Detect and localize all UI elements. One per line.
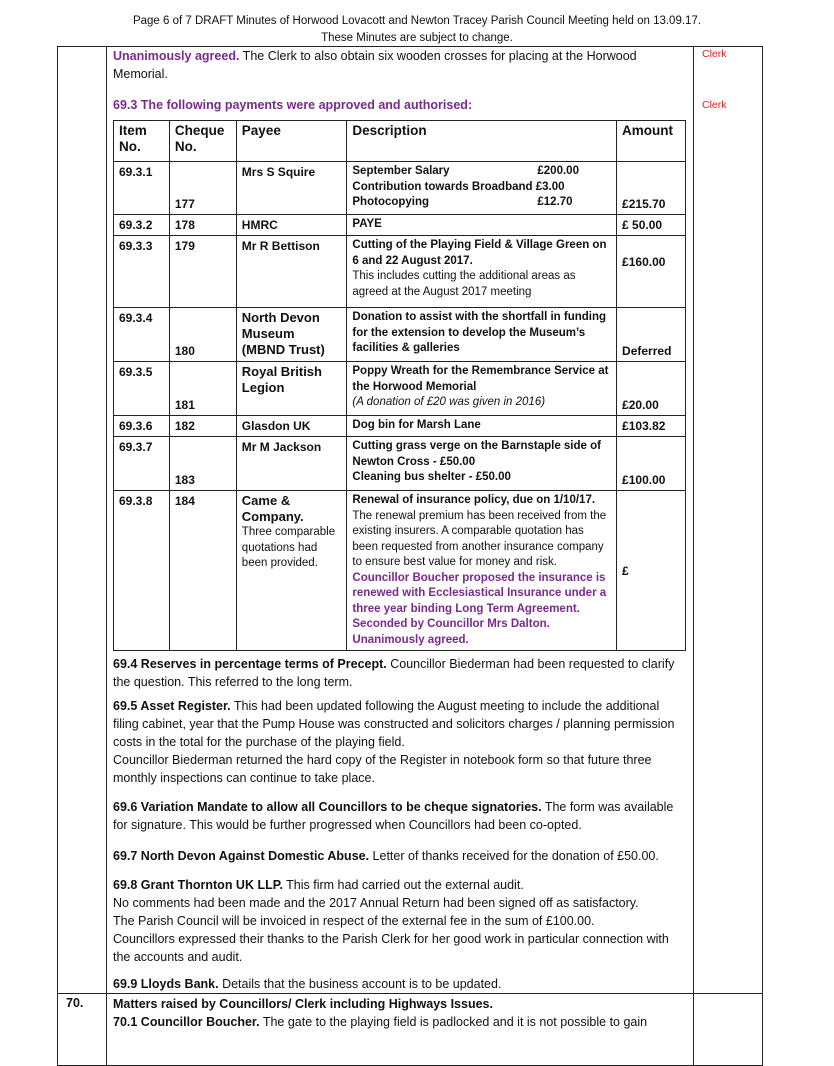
- section-69-5: [113, 697, 685, 787]
- amount: £215.70: [617, 162, 686, 215]
- amount: £20.00: [617, 362, 686, 416]
- table-row: [114, 162, 686, 215]
- section-69-6-text: The form was available for signature. This would be further progressed when Councillors had been co-opted.: [113, 800, 674, 832]
- intro-rest-text: The Clerk to also obtain six wooden crosses for placing at the Horwood Memorial.: [113, 49, 637, 81]
- item-no: 69.3.1: [114, 162, 170, 215]
- intro-paragraph: [113, 47, 685, 83]
- description: [347, 236, 617, 308]
- header-amount: Amount: [617, 121, 686, 162]
- item-no: 69.3.7: [114, 437, 170, 491]
- section-69-8-title: 69.8 Grant Thornton UK LLP.: [113, 878, 283, 892]
- header-cheque-no: Cheque No.: [169, 121, 236, 162]
- description: [347, 437, 617, 491]
- item-70-title: Matters raised by Councillors/ Clerk including Highways Issues.: [113, 997, 493, 1011]
- cheque-no: 179: [169, 236, 236, 308]
- section-69-5-text2: Councillor Biederman returned the hard copy of the Register in notebook form so that future three monthly inspections can continue to take place.: [113, 753, 652, 785]
- cheque-no: 184: [169, 491, 236, 651]
- desc-line: Donation to assist with the shortfall in funding for the extension to develop the Museum’s facilities & galleries: [352, 311, 607, 354]
- desc-line: This includes cutting the additional areas as agreed at the August 2017 meeting: [352, 270, 576, 298]
- cheque-no: 177: [169, 162, 236, 215]
- section-69-4-text: Councillor Biederman had been requested to clarify the question. This referred to the long term.: [113, 657, 675, 689]
- amount: £103.82: [617, 416, 686, 437]
- section-69-8-text: This firm had carried out the external audit.: [282, 878, 524, 892]
- row-divider-item70: [57, 993, 763, 994]
- desc-line: Cleaning bus shelter - £50.00: [352, 471, 511, 483]
- amount: Deferred: [617, 308, 686, 362]
- section-69-9-title: 69.9 Lloyds Bank.: [113, 977, 219, 991]
- payee-name: Came & Company.: [241, 493, 304, 524]
- table-row: [114, 491, 686, 651]
- item-no: 69.3.8: [114, 491, 170, 651]
- table-row: [114, 308, 686, 362]
- item-no: 69.3.2: [114, 215, 170, 236]
- section-69-6: [113, 798, 685, 834]
- amount: £: [617, 491, 686, 651]
- table-row: [114, 215, 686, 236]
- payee: Mrs S Squire: [236, 162, 347, 215]
- page-header-line2: These Minutes are subject to change.: [321, 32, 513, 44]
- payee-note: Three comparable quotations had been provided.: [241, 526, 336, 569]
- section-69-8-line4: Councillors expressed their thanks to the Parish Clerk for her good work in particular connection with the accounts and audit.: [113, 932, 669, 964]
- amount: £160.00: [617, 236, 686, 308]
- column-divider-action: [693, 46, 694, 1066]
- cheque-no: 180: [169, 308, 236, 362]
- desc-line: Contribution towards Broadband £3.00: [352, 180, 565, 193]
- table-row: [114, 362, 686, 416]
- column-divider-number: [106, 46, 107, 1066]
- item-70-1-text: The gate to the playing field is padlocked and it is not possible to gain: [259, 1015, 648, 1029]
- payee: [236, 491, 347, 651]
- payee: Mr R Bettison: [236, 236, 347, 308]
- amount: £ 50.00: [617, 215, 686, 236]
- payee: North Devon Museum (MBND Trust): [236, 308, 347, 362]
- section-69-8-line3: The Parish Council will be invoiced in respect of the external fee in the sum of £100.00.: [113, 914, 595, 928]
- table-row: [114, 437, 686, 491]
- payments-table: [113, 120, 686, 651]
- desc-line: Photocopying: [352, 196, 430, 208]
- table-row: [114, 236, 686, 308]
- desc-line: Cutting grass verge on the Barnstaple side of Newton Cross - £50.00: [352, 440, 601, 468]
- desc-line: Poppy Wreath for the Remembrance Service at the Horwood Memorial: [352, 365, 609, 393]
- description: [347, 308, 617, 362]
- section-69-6-title: 69.6 Variation Mandate to allow all Councillors to be cheque signatories.: [113, 800, 542, 814]
- table-row: [114, 416, 686, 437]
- unanimously-agreed-text: Unanimously agreed.: [113, 49, 240, 63]
- section-69-4-title: 69.4 Reserves in percentage terms of Precept.: [113, 657, 387, 671]
- action-clerk-1: Clerk: [702, 48, 727, 60]
- section-69-9-text: Details that the business account is to be updated.: [218, 977, 502, 991]
- item-no: 69.3.4: [114, 308, 170, 362]
- section-69-9: [113, 975, 685, 993]
- desc-value: £200.00: [537, 165, 579, 177]
- payee: HMRC: [236, 215, 347, 236]
- item-70: [113, 995, 685, 1031]
- section-69-3-title: 69.3 The following payments were approved and authorised:: [113, 98, 473, 112]
- description: Dog bin for Marsh Lane: [347, 416, 617, 437]
- desc-line: September Salary: [352, 165, 450, 177]
- description: [347, 362, 617, 416]
- cheque-no: 183: [169, 437, 236, 491]
- page-header-line1: Page 6 of 7 DRAFT Minutes of Horwood Lovacott and Newton Tracey Parish Council Meeting held on 13.09.17.: [132, 15, 702, 27]
- item-70-1-title: 70.1 Councillor Boucher.: [113, 1015, 260, 1029]
- section-69-7-text: Letter of thanks received for the donation of £50.00.: [369, 849, 659, 863]
- section-69-5-title: 69.5 Asset Register.: [113, 699, 231, 713]
- section-69-5-text: This had been updated following the August meeting to include the additional filing cabinet, year that the Pump House was constructed and solicitors charges / planning permission costs in the total for the purchase of the playing field.: [113, 699, 675, 749]
- cheque-no: 181: [169, 362, 236, 416]
- cheque-no: 182: [169, 416, 236, 437]
- amount: £100.00: [617, 437, 686, 491]
- action-clerk-2: Clerk: [702, 99, 727, 111]
- section-69-7: [113, 847, 685, 865]
- section-69-8-line2: No comments had been made and the 2017 Annual Return had been signed off as satisfactory.: [113, 896, 639, 910]
- cheque-no: 178: [169, 215, 236, 236]
- item-no: 69.3.6: [114, 416, 170, 437]
- item-70-number: 70.: [66, 996, 84, 1010]
- desc-line: Councillor Boucher proposed the insurance is renewed with Ecclesiastical Insurance under a three year binding Long Term Agreement. Seconded by Councillor Mrs Dalton. Unanimously agreed.: [352, 571, 607, 646]
- payee: Glasdon UK: [236, 416, 347, 437]
- payee: Mr M Jackson: [236, 437, 347, 491]
- description: [347, 162, 617, 215]
- desc-value: £12.70: [537, 196, 573, 208]
- payee: Royal British Legion: [236, 362, 347, 416]
- item-no: 69.3.3: [114, 236, 170, 308]
- header-payee: Payee: [236, 121, 347, 162]
- description: PAYE: [347, 215, 617, 236]
- header-item-no: Item No.: [114, 121, 170, 162]
- header-description: Description: [347, 121, 617, 162]
- payments-header-row: [114, 121, 686, 162]
- item-no: 69.3.5: [114, 362, 170, 416]
- desc-line: The renewal premium has been received from the existing insurers. A comparable quotation has been requested from another insurance company to ensure best value for money and risk.: [352, 509, 607, 568]
- desc-line: (A donation of £20 was given in 2016): [352, 396, 546, 408]
- desc-line: Renewal of insurance policy, due on 1/10/17.: [352, 494, 596, 506]
- section-69-7-title: 69.7 North Devon Against Domestic Abuse.: [113, 849, 370, 863]
- desc-line: Cutting of the Playing Field & Village Green on 6 and 22 August 2017.: [352, 239, 607, 267]
- section-69-4: [113, 655, 685, 691]
- description: [347, 491, 617, 651]
- section-69-8: [113, 876, 685, 966]
